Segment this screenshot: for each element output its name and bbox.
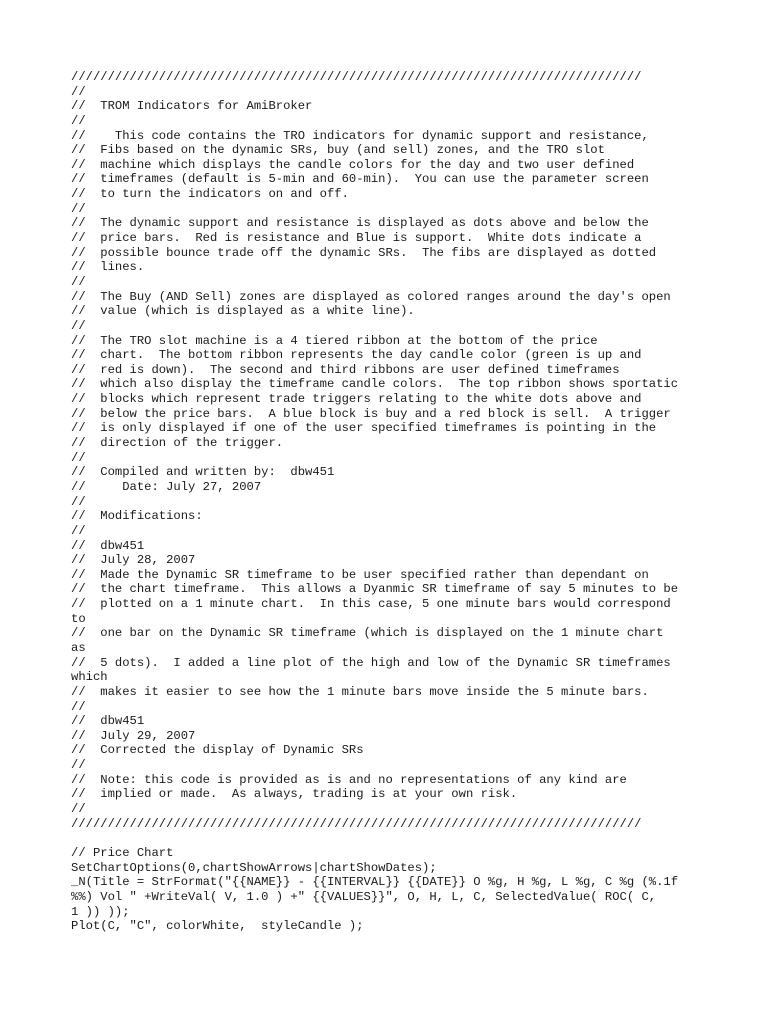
code-line: // July 28, 2007 [71, 553, 196, 568]
code-line: // machine which displays the candle colors for the day and two user defined [71, 157, 635, 172]
code-line: // [71, 113, 86, 128]
code-line: which [71, 670, 108, 685]
code-line: // [71, 758, 86, 773]
code-line: // The TRO slot machine is a 4 tiered ribbon at the bottom of the price [71, 333, 598, 348]
code-line: // Compiled and written by: dbw451 [71, 465, 335, 480]
code-line: // red is down). The second and third ribbons are user defined timeframes [71, 362, 620, 377]
code-line: // to turn the indicators on and off. [71, 187, 349, 202]
code-line: Plot(C, "C", colorWhite, styleCandle ); [71, 919, 364, 934]
code-line [71, 831, 721, 846]
code-line: // [71, 274, 86, 289]
code-line: // Fibs based on the dynamic SRs, buy (and sell) zones, and the TRO slot [71, 143, 605, 158]
code-line: // dbw451 [71, 538, 145, 553]
code-line: // July 29, 2007 [71, 728, 196, 743]
code-line: // The dynamic support and resistance is displayed as dots above and below the [71, 216, 649, 231]
code-line: // TROM Indicators for AmiBroker [71, 99, 313, 114]
code-line: // Modifications: [71, 509, 203, 524]
code-line: // The Buy (AND Sell) zones are displayed as colored ranges around the day's open [71, 289, 671, 304]
code-line: %%) Vol " +WriteVal( V, 1.0 ) +" {{VALUES}}", O, H, L, C, SelectedValue( ROC( C, [71, 889, 657, 904]
code-line: SetChartOptions(0,chartShowArrows|chartShowDates); [71, 860, 437, 875]
code-line: // price bars. Red is resistance and Blue is support. White dots indicate a [71, 231, 642, 246]
code-line: // value (which is displayed as a white line). [71, 304, 415, 319]
code-line: // Note: this code is provided as is and no representations of any kind are [71, 772, 627, 787]
code-line: // [71, 318, 86, 333]
code-line: // timeframes (default is 5-min and 60-min). You can use the parameter screen [71, 172, 649, 187]
code-line: ////////////////////////////////////////////////////////////////////////////// [71, 816, 642, 831]
code-line: // [71, 802, 86, 817]
code-line: // [71, 201, 86, 216]
code-line: // This code contains the TRO indicators for dynamic support and resistance, [71, 128, 649, 143]
code-line: // [71, 699, 86, 714]
code-line: // [71, 523, 86, 538]
code-line: ////////////////////////////////////////////////////////////////////////////// [71, 70, 642, 84]
code-line: // [71, 450, 86, 465]
code-line: // Made the Dynamic SR timeframe to be user specified rather than dependant on [71, 567, 649, 582]
code-line: // the chart timeframe. This allows a Dyanmic SR timeframe of say 5 minutes to be [71, 582, 679, 597]
code-line: _N(Title = StrFormat("{{NAME}} - {{INTERVAL}} {{DATE}} O %g, H %g, L %g, C %g (%.1f [71, 875, 679, 890]
code-line: // [71, 494, 86, 509]
code-line: // makes it easier to see how the 1 minute bars move inside the 5 minute bars. [71, 684, 649, 699]
code-line: // is only displayed if one of the user specified timeframes is pointing in the [71, 421, 657, 436]
code-line: // one bar on the Dynamic SR timeframe (which is displayed on the 1 minute chart [71, 626, 664, 641]
code-line: as [71, 640, 86, 655]
code-line: // Corrected the display of Dynamic SRs [71, 743, 364, 758]
code-line: // dbw451 [71, 714, 145, 729]
code-line: // below the price bars. A blue block is buy and a red block is sell. A trigger [71, 406, 671, 421]
code-line: // Date: July 27, 2007 [71, 479, 262, 494]
code-document [71, 70, 721, 934]
code-line: // 5 dots). I added a line plot of the high and low of the Dynamic SR timeframes [71, 655, 671, 670]
code-line: // possible bounce trade off the dynamic SRs. The fibs are displayed as dotted [71, 245, 657, 260]
code-line: // which also display the timeframe candle colors. The top ribbon shows sportatic [71, 377, 679, 392]
code-line: to [71, 611, 86, 626]
code-line: // lines. [71, 260, 145, 275]
code-line: 1 )) )); [71, 904, 130, 919]
code-line: // implied or made. As always, trading is at your own risk. [71, 787, 518, 802]
code-line: // plotted on a 1 minute chart. In this case, 5 one minute bars would correspond [71, 597, 671, 612]
code-line: // chart. The bottom ribbon represents the day candle color (green is up and [71, 348, 642, 363]
code-line: // blocks which represent trade triggers relating to the white dots above and [71, 392, 642, 407]
code-line: // [71, 84, 86, 99]
code-line: // direction of the trigger. [71, 436, 284, 451]
code-line: // Price Chart [71, 845, 174, 860]
